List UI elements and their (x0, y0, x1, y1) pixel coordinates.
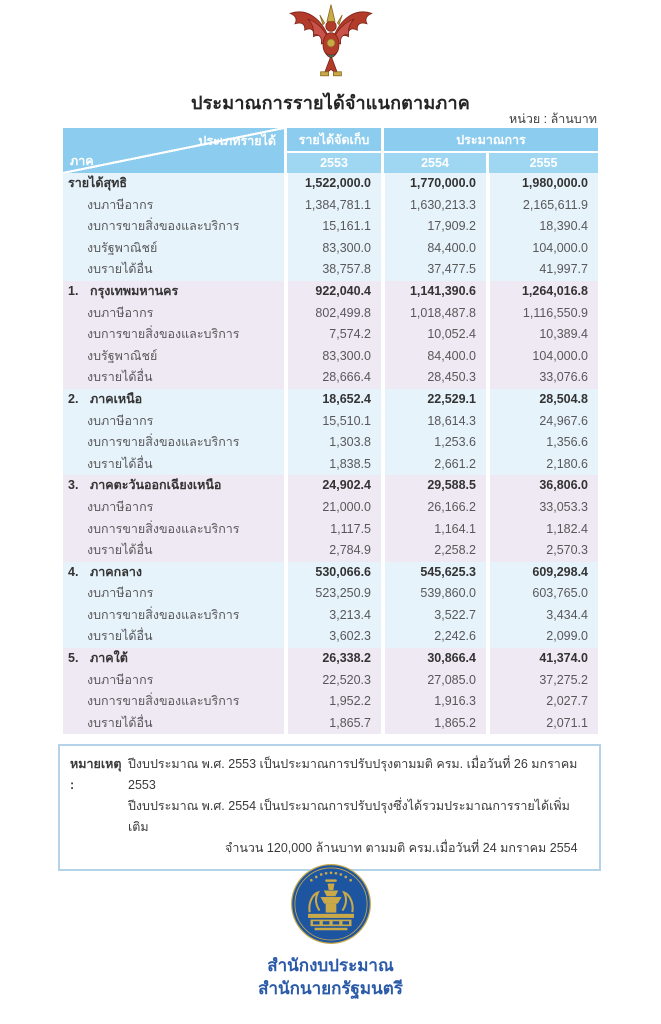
detail-value-cell: 3,213.4 (284, 605, 381, 627)
detail-value-cell: 83,300.0 (284, 238, 381, 260)
detail-row (63, 713, 598, 735)
section-number: 2. (68, 391, 79, 406)
section-total-row (63, 389, 598, 411)
section-title: ภาคกลาง (90, 564, 142, 579)
detail-value-cell: 37,477.5 (381, 259, 486, 281)
detail-value-cell: 2,071.1 (486, 713, 598, 735)
detail-row (63, 195, 598, 217)
detail-value-cell: 1,116,550.9 (486, 303, 598, 325)
section-label-cell (63, 562, 284, 584)
section-label-cell (63, 389, 284, 411)
detail-value-cell: 22,520.3 (284, 670, 381, 692)
total-value-cell: 24,902.4 (284, 475, 381, 497)
detail-value-cell: 2,784.9 (284, 540, 381, 562)
detail-value-cell: 1,182.4 (486, 519, 598, 541)
section-label-cell (63, 281, 284, 303)
detail-value-cell: 1,164.1 (381, 519, 486, 541)
org-name-office-of-pm: สำนักนายกรัฐมนตรี (258, 979, 403, 998)
total-value-cell: 28,504.8 (486, 389, 598, 411)
detail-value-cell: 28,450.3 (381, 367, 486, 389)
section-title: กรุงเทพมหานคร (90, 283, 179, 298)
detail-value-cell: 84,400.0 (381, 346, 486, 368)
total-value-cell: 1,522,000.0 (284, 173, 381, 195)
detail-row (63, 367, 598, 389)
detail-value-cell: 10,389.4 (486, 324, 598, 346)
detail-value-cell: 2,165,611.9 (486, 195, 598, 217)
revenue-table-wrap (63, 128, 598, 734)
detail-row (63, 497, 598, 519)
detail-row (63, 411, 598, 433)
detail-label-cell: งบภาษีอากร (63, 583, 284, 605)
detail-row (63, 540, 598, 562)
detail-value-cell: 2,661.2 (381, 454, 486, 476)
detail-label-cell: งบการขายสิ่งของและบริการ (63, 605, 284, 627)
org-name-bureau-of-budget: สำนักงบประมาณ (267, 956, 394, 975)
detail-label-cell: งบการขายสิ่งของและบริการ (63, 216, 284, 238)
detail-value-cell: 15,161.1 (284, 216, 381, 238)
detail-value-cell: 83,300.0 (284, 346, 381, 368)
detail-value-cell: 1,865.2 (381, 713, 486, 735)
detail-value-cell: 27,085.0 (381, 670, 486, 692)
total-value-cell: 18,652.4 (284, 389, 381, 411)
year-2555-header: 2555 (486, 151, 598, 173)
detail-row (63, 626, 598, 648)
detail-value-cell: 26,166.2 (381, 497, 486, 519)
total-value-cell: 1,264,016.8 (486, 281, 598, 303)
garuda-emblem (287, 2, 375, 84)
total-value-cell: 41,374.0 (486, 648, 598, 670)
detail-value-cell: 2,027.7 (486, 691, 598, 713)
year-2553-header: 2553 (284, 151, 381, 173)
detail-label-cell: งบรายได้อื่น (63, 626, 284, 648)
detail-label-cell: งบภาษีอากร (63, 670, 284, 692)
note-line: ปีงบประมาณ พ.ศ. 2553 เป็นประมาณการปรับปรุงตามมติ ครม. เมื่อวันที่ 26 มกราคม 2553 (128, 757, 578, 792)
detail-value-cell: 2,180.6 (486, 454, 598, 476)
detail-row (63, 691, 598, 713)
column-group-collected: รายได้จัดเก็บ (284, 128, 381, 151)
section-total-row (63, 281, 598, 303)
detail-value-cell: 15,510.1 (284, 411, 381, 433)
detail-value-cell: 3,434.4 (486, 605, 598, 627)
detail-value-cell: 2,099.0 (486, 626, 598, 648)
detail-row (63, 324, 598, 346)
section-total-row (63, 562, 598, 584)
total-value-cell: 545,625.3 (381, 562, 486, 584)
note-line: จำนวน 120,000 ล้านบาท ตามมติ ครม.เมื่อวันที่ 24 มกราคม 2554 (225, 841, 578, 855)
detail-row (63, 432, 598, 454)
note-lines (128, 754, 589, 859)
detail-value-cell: 539,860.0 (381, 583, 486, 605)
detail-value-cell: 10,052.4 (381, 324, 486, 346)
detail-value-cell: 84,400.0 (381, 238, 486, 260)
note-label: หมายเหตุ : (70, 757, 122, 792)
detail-value-cell: 1,865.7 (284, 713, 381, 735)
unit-label: หน่วย : ล้านบาท (509, 112, 597, 126)
detail-label-cell: งบรายได้อื่น (63, 454, 284, 476)
year-2554-header: 2554 (381, 151, 486, 173)
total-value-cell: 1,141,390.6 (381, 281, 486, 303)
header-row-groups (63, 128, 598, 151)
detail-row (63, 346, 598, 368)
detail-value-cell: 1,253.6 (381, 432, 486, 454)
total-value-cell: 22,529.1 (381, 389, 486, 411)
section-title: รายได้สุทธิ (68, 176, 127, 190)
total-value-cell: 1,770,000.0 (381, 173, 486, 195)
detail-value-cell: 38,757.8 (284, 259, 381, 281)
note-line: ปีงบประมาณ พ.ศ. 2554 เป็นประมาณการปรับปรุงซึ่งได้รวมประมาณการรายได้เพิ่มเติม (128, 799, 570, 834)
total-value-cell: 36,806.0 (486, 475, 598, 497)
detail-value-cell: 2,242.6 (381, 626, 486, 648)
corner-label-income-type: ประเภทรายได้ (198, 134, 276, 148)
detail-value-cell: 1,384,781.1 (284, 195, 381, 217)
section-title: ภาคใต้ (90, 651, 128, 666)
detail-row (63, 519, 598, 541)
detail-label-cell: งบรัฐพาณิชย์ (63, 238, 284, 260)
section-total-row (63, 648, 598, 670)
detail-value-cell: 1,018,487.8 (381, 303, 486, 325)
detail-label-cell: งบรายได้อื่น (63, 540, 284, 562)
detail-value-cell: 33,076.6 (486, 367, 598, 389)
detail-value-cell: 37,275.2 (486, 670, 598, 692)
detail-value-cell: 41,997.7 (486, 259, 598, 281)
section-number: 4. (68, 564, 79, 579)
section-title: ภาคเหนือ (90, 391, 143, 406)
detail-label-cell: งบภาษีอากร (63, 195, 284, 217)
detail-row (63, 259, 598, 281)
note-box (58, 744, 601, 871)
detail-label-cell: งบรายได้อื่น (63, 367, 284, 389)
table-corner-cell (63, 128, 284, 173)
total-value-cell: 26,338.2 (284, 648, 381, 670)
total-value-cell: 29,588.5 (381, 475, 486, 497)
detail-value-cell: 3,602.3 (284, 626, 381, 648)
detail-value-cell: 18,614.3 (381, 411, 486, 433)
corner-label-region: ภาค (70, 154, 94, 168)
section-label-cell (63, 475, 284, 497)
detail-value-cell: 2,570.3 (486, 540, 598, 562)
detail-value-cell: 18,390.4 (486, 216, 598, 238)
detail-value-cell: 603,765.0 (486, 583, 598, 605)
detail-value-cell: 17,909.2 (381, 216, 486, 238)
detail-value-cell: 1,916.3 (381, 691, 486, 713)
detail-value-cell: 1,303.8 (284, 432, 381, 454)
detail-value-cell: 104,000.0 (486, 346, 598, 368)
detail-value-cell: 21,000.0 (284, 497, 381, 519)
detail-row (63, 605, 598, 627)
detail-label-cell: งบรัฐพาณิชย์ (63, 346, 284, 368)
detail-row (63, 670, 598, 692)
section-label-cell (63, 173, 284, 195)
column-group-estimate: ประมาณการ (381, 128, 598, 151)
section-number: 1. (68, 283, 79, 298)
section-total-row (63, 173, 598, 195)
detail-row (63, 216, 598, 238)
section-label-cell (63, 648, 284, 670)
detail-value-cell: 1,838.5 (284, 454, 381, 476)
detail-value-cell: 33,053.3 (486, 497, 598, 519)
detail-row (63, 303, 598, 325)
detail-value-cell: 1,356.6 (486, 432, 598, 454)
detail-value-cell: 104,000.0 (486, 238, 598, 260)
detail-value-cell: 1,117.5 (284, 519, 381, 541)
detail-value-cell: 28,666.4 (284, 367, 381, 389)
page-title: ประมาณการรายได้จำแนกตามภาค (190, 93, 471, 113)
detail-value-cell: 2,258.2 (381, 540, 486, 562)
detail-value-cell: 3,522.7 (381, 605, 486, 627)
revenue-table (63, 128, 598, 734)
total-value-cell: 1,980,000.0 (486, 173, 598, 195)
total-value-cell: 922,040.4 (284, 281, 381, 303)
detail-label-cell: งบการขายสิ่งของและบริการ (63, 519, 284, 541)
detail-value-cell: 802,499.8 (284, 303, 381, 325)
section-title: ภาคตะวันออกเฉียงเหนือ (90, 478, 222, 493)
detail-row (63, 238, 598, 260)
detail-label-cell: งบภาษีอากร (63, 303, 284, 325)
detail-label-cell: งบรายได้อื่น (63, 259, 284, 281)
detail-label-cell: งบการขายสิ่งของและบริการ (63, 432, 284, 454)
prime-minister-seal-icon (290, 863, 372, 945)
detail-label-cell: งบรายได้อื่น (63, 713, 284, 735)
detail-label-cell: งบการขายสิ่งของและบริการ (63, 324, 284, 346)
detail-value-cell: 1,630,213.3 (381, 195, 486, 217)
section-total-row (63, 475, 598, 497)
section-number: 3. (68, 478, 79, 493)
total-value-cell: 530,066.6 (284, 562, 381, 584)
detail-value-cell: 7,574.2 (284, 324, 381, 346)
detail-row (63, 583, 598, 605)
detail-label-cell: งบภาษีอากร (63, 411, 284, 433)
total-value-cell: 609,298.4 (486, 562, 598, 584)
total-value-cell: 30,866.4 (381, 648, 486, 670)
detail-label-cell: งบภาษีอากร (63, 497, 284, 519)
revenue-table-body (63, 173, 598, 734)
section-number: 5. (68, 651, 79, 666)
detail-row (63, 454, 598, 476)
detail-value-cell: 1,952.2 (284, 691, 381, 713)
detail-value-cell: 523,250.9 (284, 583, 381, 605)
detail-value-cell: 24,967.6 (486, 411, 598, 433)
detail-label-cell: งบการขายสิ่งของและบริการ (63, 691, 284, 713)
